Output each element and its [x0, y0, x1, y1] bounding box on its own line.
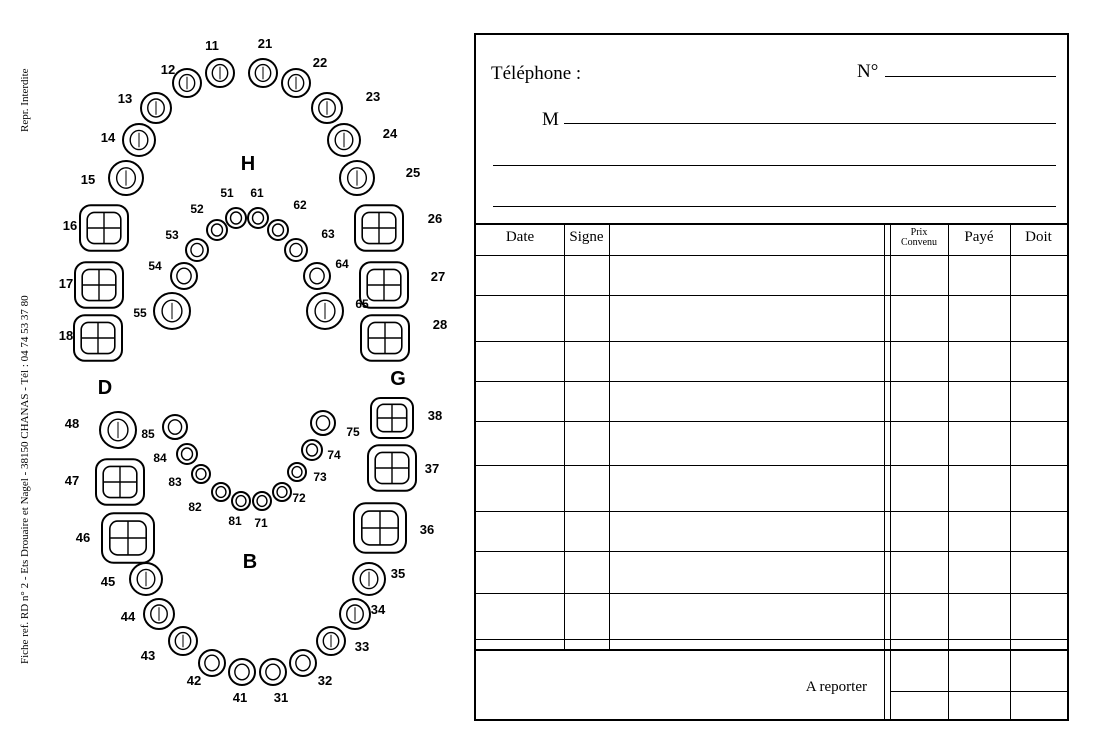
tooth-number-15: 15	[80, 172, 96, 187]
col-header-prix	[890, 228, 948, 248]
tooth-number-48: 48	[64, 416, 80, 431]
row-line	[476, 593, 1067, 594]
tooth-43	[169, 627, 197, 655]
tooth-15	[109, 161, 143, 195]
row-line	[476, 511, 1067, 512]
tooth-73-outline	[288, 463, 306, 481]
tooth-81	[232, 492, 250, 510]
row-line	[476, 421, 1067, 422]
tooth-62-outline	[268, 220, 288, 240]
tooth-number-61: 61	[250, 186, 264, 200]
tooth-number-44: 44	[120, 609, 136, 624]
totals-rule	[476, 649, 1067, 651]
tooth-number-32: 32	[317, 673, 333, 688]
number-label: N°	[857, 61, 879, 82]
arch-label-right: D	[97, 377, 113, 399]
tooth-47	[96, 459, 144, 505]
tooth-number-22: 22	[312, 55, 328, 70]
tooth-32-outline	[290, 650, 316, 676]
tooth-61	[248, 208, 268, 228]
row-line	[476, 639, 1067, 640]
row-line	[476, 341, 1067, 342]
tooth-46	[102, 513, 154, 562]
divider-desc-a	[884, 225, 885, 719]
tooth-63	[285, 239, 307, 261]
tooth-84	[177, 444, 197, 464]
row-line	[476, 381, 1067, 382]
tooth-32	[290, 650, 316, 676]
tooth-number-18: 18	[58, 328, 74, 343]
row-line	[476, 295, 1067, 296]
dental-chart-svg	[50, 30, 470, 720]
billing-form	[474, 33, 1069, 721]
tooth-number-73: 73	[313, 470, 327, 484]
tooth-71	[253, 492, 271, 510]
tooth-82-outline	[212, 483, 230, 501]
tooth-51-outline	[226, 208, 246, 228]
tooth-74	[302, 440, 322, 460]
tooth-number-52: 52	[190, 202, 204, 216]
number-field[interactable]	[885, 76, 1056, 77]
tooth-54	[171, 263, 197, 289]
tooth-41	[229, 659, 255, 685]
tooth-31	[260, 659, 286, 685]
tooth-65	[307, 293, 343, 329]
tooth-64	[304, 263, 330, 289]
tooth-25	[340, 161, 374, 195]
tooth-45	[130, 563, 162, 595]
tooth-26	[355, 205, 403, 251]
tooth-number-27: 27	[430, 269, 446, 284]
tooth-number-25: 25	[405, 165, 421, 180]
tooth-41-outline	[229, 659, 255, 685]
arch-label-left: G	[390, 368, 406, 390]
tooth-number-23: 23	[365, 89, 381, 104]
tooth-number-16: 16	[62, 218, 78, 233]
tooth-52-outline	[207, 220, 227, 240]
tooth-number-75: 75	[346, 425, 360, 439]
tooth-number-83: 83	[168, 475, 182, 489]
tooth-61-outline	[248, 208, 268, 228]
divider-desc-b	[890, 225, 891, 719]
tooth-38	[371, 398, 413, 438]
tooth-72	[273, 483, 291, 501]
tooth-number-36: 36	[419, 522, 435, 537]
tooth-number-21: 21	[257, 36, 273, 51]
tooth-75-outline	[311, 411, 335, 435]
tooth-36	[354, 503, 406, 552]
tooth-23	[312, 93, 342, 123]
tooth-number-47: 47	[64, 473, 80, 488]
tooth-81-outline	[232, 492, 250, 510]
tooth-number-26: 26	[427, 211, 443, 226]
tooth-number-84: 84	[153, 451, 167, 465]
tooth-number-11: 11	[205, 38, 219, 53]
tooth-number-37: 37	[424, 461, 440, 476]
tooth-28	[361, 315, 409, 361]
col-header-prix-line2: Convenu	[900, 237, 938, 248]
tooth-35	[353, 563, 385, 595]
tooth-number-46: 46	[75, 530, 91, 545]
tooth-31-outline	[260, 659, 286, 685]
a-reporter-label: A reporter	[805, 679, 867, 695]
tooth-21	[249, 59, 277, 87]
tooth-18	[74, 315, 122, 361]
tooth-number-55: 55	[133, 306, 147, 320]
col-header-date: Date	[505, 229, 535, 245]
tooth-37	[368, 445, 416, 491]
tooth-83-outline	[192, 465, 210, 483]
tooth-number-38: 38	[427, 408, 443, 423]
tooth-74-outline	[302, 440, 322, 460]
tooth-62	[268, 220, 288, 240]
tooth-number-85: 85	[141, 427, 155, 441]
divider-date	[564, 225, 565, 649]
tooth-number-12: 12	[160, 62, 176, 77]
tooth-24	[328, 124, 360, 156]
tooth-83	[192, 465, 210, 483]
tooth-48	[100, 412, 136, 448]
tooth-53-outline	[186, 239, 208, 261]
side-caption	[2, 40, 48, 680]
tooth-number-17: 17	[58, 276, 74, 291]
arch-label-upper: H	[240, 153, 256, 175]
tooth-42-outline	[199, 650, 225, 676]
arch-label-lower: B	[242, 551, 258, 573]
tooth-12	[173, 69, 201, 97]
divider-prix	[948, 225, 949, 719]
col-header-prix-line1: Prix	[910, 227, 928, 238]
tooth-85	[163, 415, 187, 439]
tooth-number-31: 31	[273, 690, 289, 705]
tooth-number-45: 45	[100, 574, 116, 589]
tooth-52	[207, 220, 227, 240]
tooth-17	[75, 262, 123, 308]
tooth-75	[311, 411, 335, 435]
telephone-label: Téléphone :	[491, 63, 582, 84]
tooth-number-53: 53	[165, 228, 179, 242]
col-header-doit: Doit	[1025, 229, 1052, 245]
name-label: M	[542, 109, 559, 130]
divider-paye	[1010, 225, 1011, 719]
tooth-number-63: 63	[321, 227, 335, 241]
tooth-number-81: 81	[228, 514, 242, 528]
tooth-73	[288, 463, 306, 481]
tooth-number-33: 33	[354, 639, 370, 654]
totals-mid-rule	[890, 691, 1067, 692]
tooth-number-71: 71	[254, 516, 268, 530]
tooth-72-outline	[273, 483, 291, 501]
address-line-2[interactable]	[493, 206, 1056, 207]
tooth-number-54: 54	[148, 259, 162, 273]
col-header-paye: Payé	[964, 229, 994, 245]
tooth-number-82: 82	[188, 500, 202, 514]
tooth-13	[141, 93, 171, 123]
row-line	[476, 551, 1067, 552]
publisher-reference: Fiche ref. RD n° 2 - Ets Drouaire et Nagel - 38150 CHANAS - Tél : 04 74 53 37 80	[19, 295, 31, 664]
tooth-number-74: 74	[327, 448, 341, 462]
tooth-34	[340, 599, 370, 629]
tooth-11	[206, 59, 234, 87]
tooth-44	[144, 599, 174, 629]
tooth-14	[123, 124, 155, 156]
tooth-16	[80, 205, 128, 251]
tooth-82	[212, 483, 230, 501]
tooth-71-outline	[253, 492, 271, 510]
tooth-number-24: 24	[382, 126, 398, 141]
tooth-number-42: 42	[186, 673, 202, 688]
tooth-22	[282, 69, 310, 97]
ledger-table	[476, 223, 1067, 719]
tooth-63-outline	[285, 239, 307, 261]
tooth-33	[317, 627, 345, 655]
tooth-number-41: 41	[232, 690, 248, 705]
col-header-signe: Signe	[569, 229, 604, 245]
tooth-64-outline	[304, 263, 330, 289]
tooth-number-43: 43	[140, 648, 156, 663]
tooth-84-outline	[177, 444, 197, 464]
tooth-54-outline	[171, 263, 197, 289]
address-line-1[interactable]	[493, 165, 1056, 166]
tooth-number-28: 28	[432, 317, 448, 332]
reproduction-notice: Repr. Interdite	[19, 68, 31, 132]
tooth-number-35: 35	[390, 566, 406, 581]
tooth-number-72: 72	[292, 491, 306, 505]
header-rule	[476, 255, 1067, 256]
tooth-53	[186, 239, 208, 261]
tooth-42	[199, 650, 225, 676]
tooth-number-64: 64	[335, 257, 349, 271]
tooth-number-51: 51	[220, 186, 234, 200]
tooth-51	[226, 208, 246, 228]
row-line	[476, 465, 1067, 466]
tooth-55	[154, 293, 190, 329]
tooth-number-62: 62	[293, 198, 307, 212]
tooth-number-34: 34	[370, 602, 386, 617]
divider-signe	[609, 225, 610, 649]
tooth-number-65: 65	[355, 297, 369, 311]
dental-chart	[50, 30, 470, 720]
name-field[interactable]	[564, 123, 1056, 124]
tooth-85-outline	[163, 415, 187, 439]
tooth-number-13: 13	[117, 91, 133, 106]
tooth-number-14: 14	[100, 130, 116, 145]
